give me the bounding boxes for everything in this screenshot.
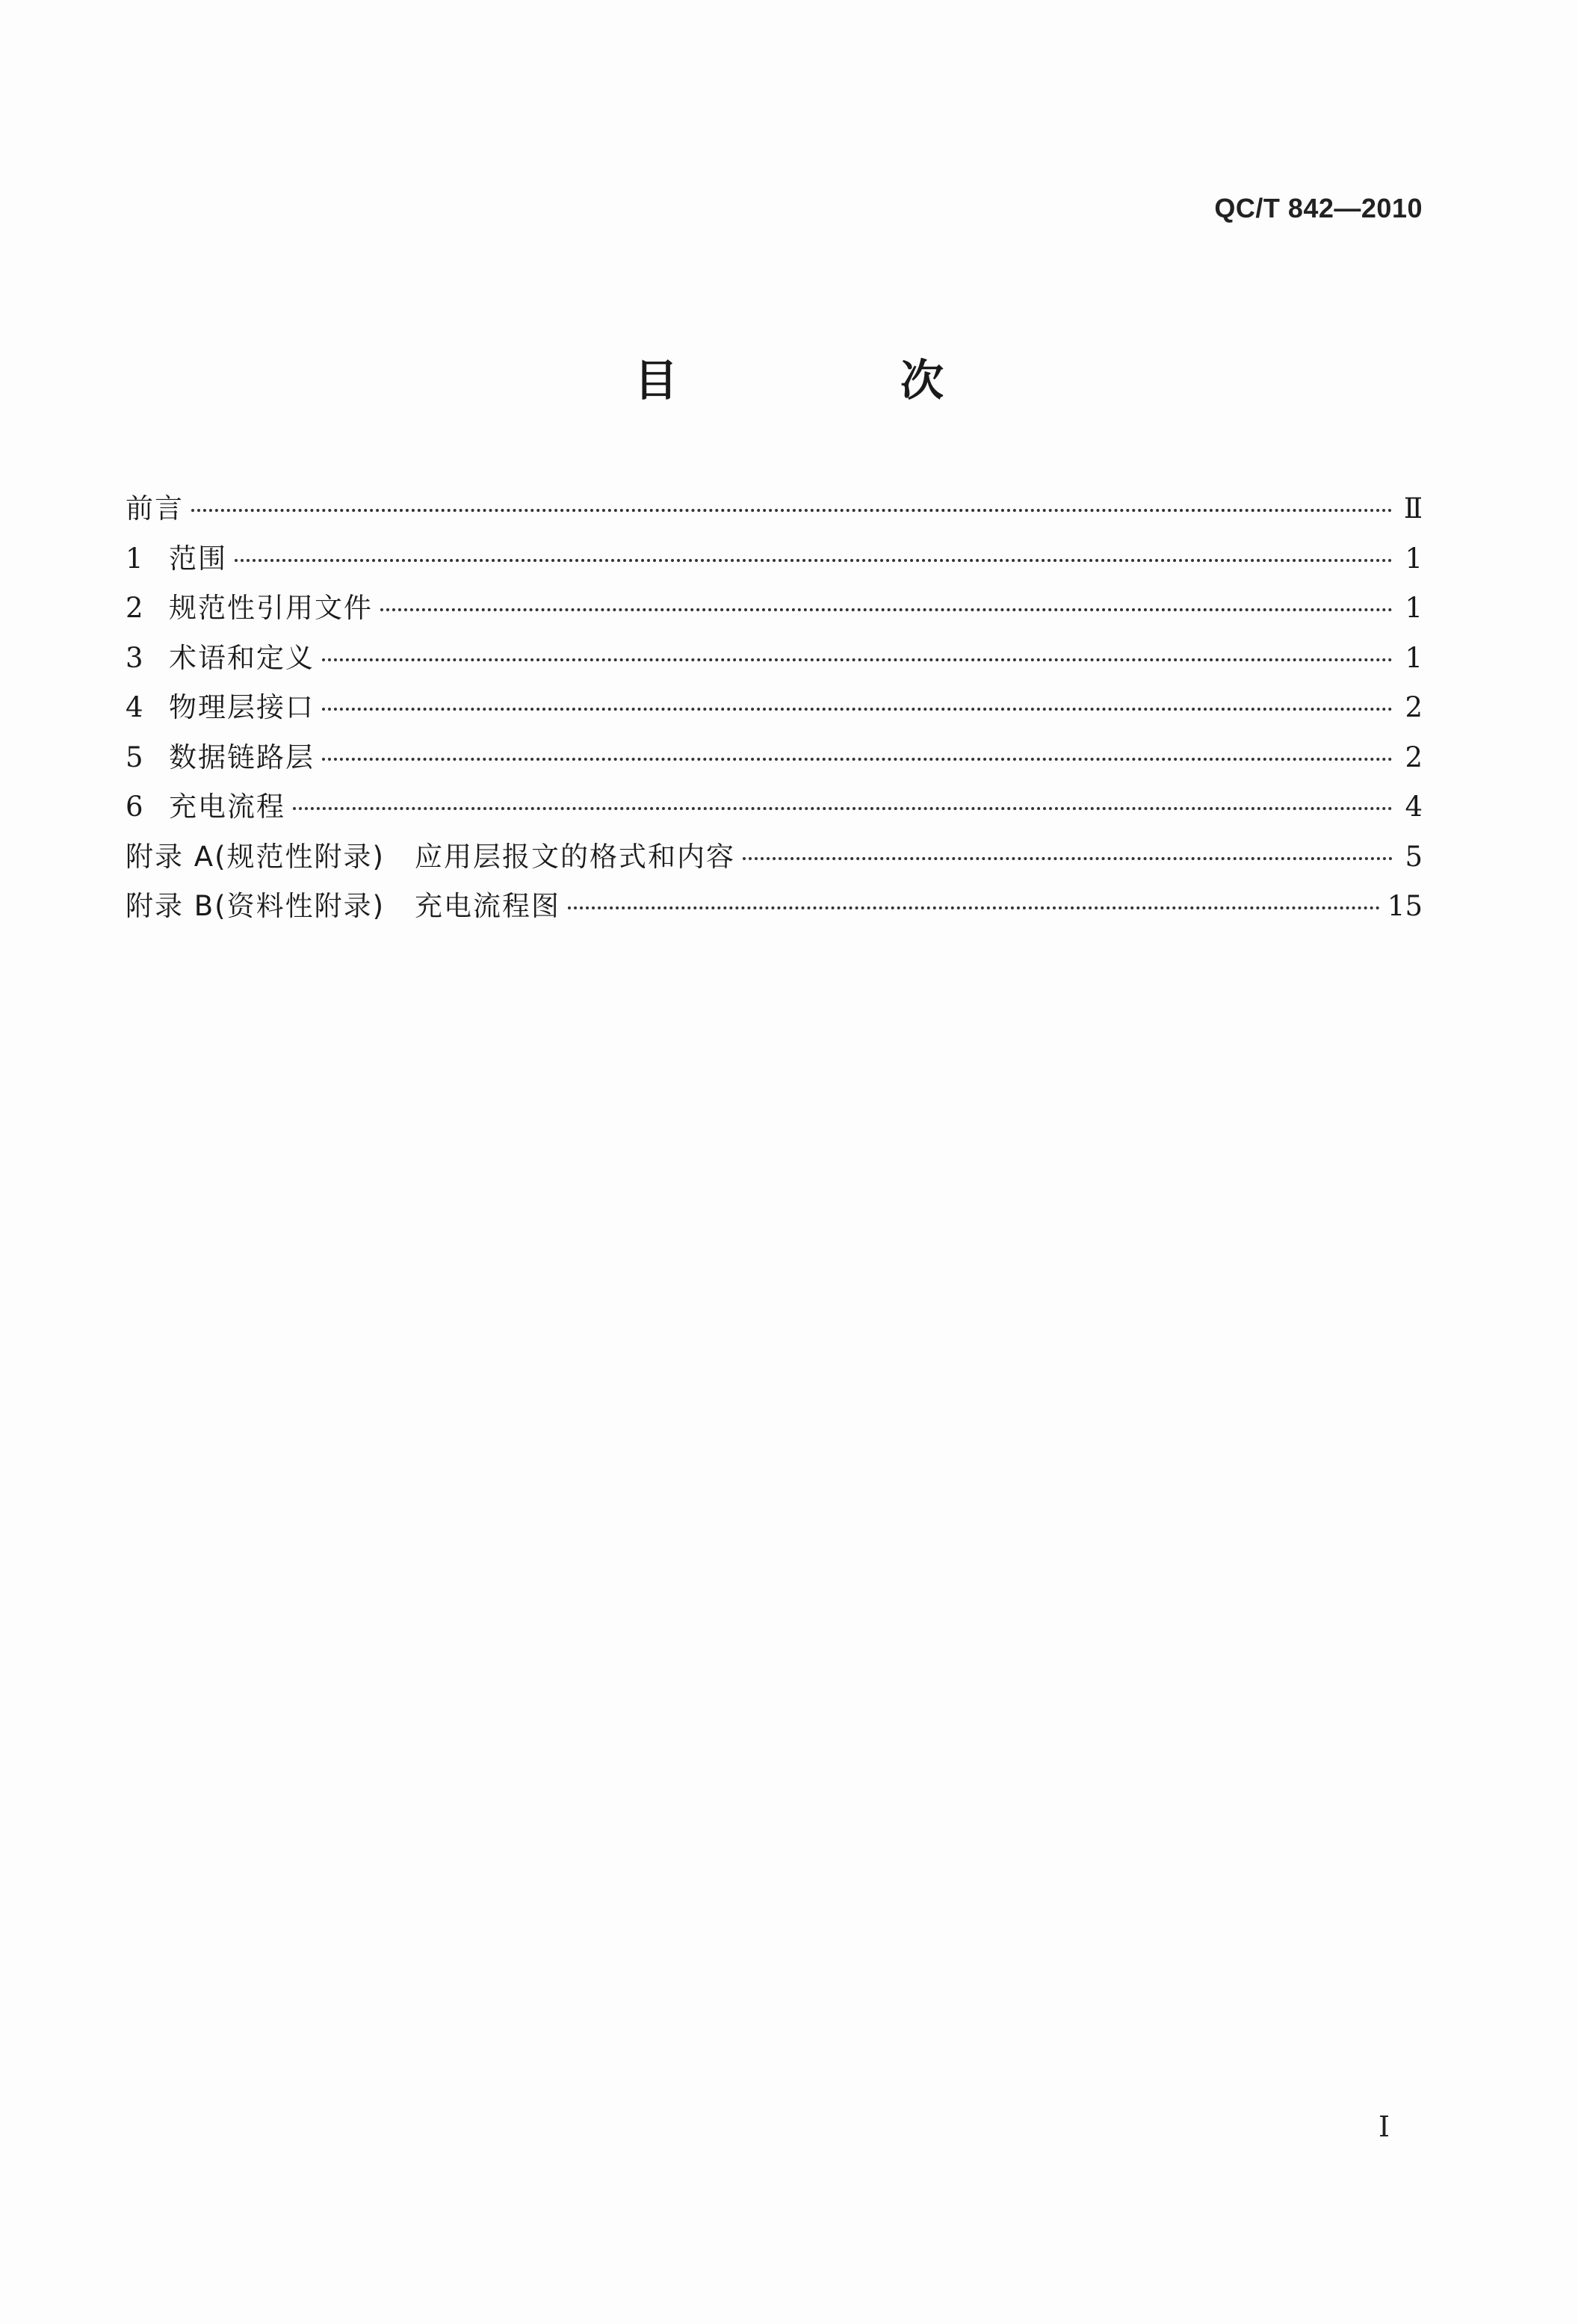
toc-entry-label <box>126 882 560 932</box>
page-number: I <box>1378 2110 1390 2143</box>
toc-entry-data-link-layer[interactable] <box>126 733 1423 783</box>
toc-appendix-designation: 附录 A(规范性附录) <box>126 840 385 873</box>
toc-entry-appendix-b[interactable] <box>126 882 1423 932</box>
toc-entry-label: 数据链路层 <box>169 741 315 773</box>
toc-entry-terms-definitions[interactable] <box>126 634 1423 684</box>
toc-appendix-title: 充电流程图 <box>415 890 561 922</box>
toc-entry-page: 4 <box>1405 791 1423 823</box>
toc-entry-page: 1 <box>1405 542 1423 575</box>
toc-leader-dots <box>322 708 1393 711</box>
toc-leader-dots <box>322 658 1393 661</box>
toc-entry-label <box>126 832 735 883</box>
toc-entry-label: 前言 <box>126 492 184 525</box>
toc-leader-dots <box>191 509 1393 512</box>
toc-entry-number: 5 <box>126 741 143 773</box>
toc-entry-foreword[interactable] <box>126 484 1423 534</box>
toc-entry-page: 15 <box>1387 890 1423 922</box>
toc-entry-page: 1 <box>1405 641 1423 674</box>
toc-entry-charging-process[interactable] <box>126 782 1423 832</box>
toc-leader-dots <box>293 807 1393 810</box>
toc-entry-page: 2 <box>1405 741 1423 773</box>
toc-entry-label: 物理层接口 <box>169 691 315 723</box>
toc-entry-label: 规范性引用文件 <box>169 592 373 624</box>
toc-leader-dots <box>322 758 1393 761</box>
toc-entry-appendix-a[interactable] <box>126 832 1423 883</box>
toc-appendix-title: 应用层报文的格式和内容 <box>414 840 735 873</box>
toc-leader-dots <box>743 857 1393 860</box>
toc-leader-dots <box>568 906 1380 909</box>
toc-entry-label: 充电流程 <box>169 791 285 823</box>
toc-entry-page: 5 <box>1405 840 1423 873</box>
toc-entry-page: 2 <box>1405 691 1423 723</box>
standard-code: QC/T 842—2010 <box>1214 193 1423 223</box>
toc-title: 目 次 <box>634 355 1033 406</box>
toc-entry-number: 6 <box>126 791 143 823</box>
toc-entry-page: 1 <box>1405 592 1423 624</box>
toc-appendix-designation: 附录 B(资料性附录) <box>126 890 386 922</box>
toc-entry-number: 1 <box>126 542 143 575</box>
toc-entry-number: 3 <box>126 641 143 674</box>
toc-entry-number: 2 <box>126 592 143 624</box>
toc-entry-normative-references[interactable] <box>126 584 1423 634</box>
toc-entry-label: 术语和定义 <box>169 641 315 674</box>
toc-entry-physical-layer[interactable] <box>126 683 1423 733</box>
table-of-contents <box>126 484 1423 932</box>
toc-entry-number: 4 <box>126 691 143 723</box>
toc-leader-dots <box>380 608 1393 611</box>
toc-entry-page: Ⅱ <box>1403 492 1423 525</box>
toc-entry-scope[interactable] <box>126 534 1423 584</box>
toc-entry-label: 范围 <box>169 542 227 575</box>
toc-leader-dots <box>235 559 1393 562</box>
